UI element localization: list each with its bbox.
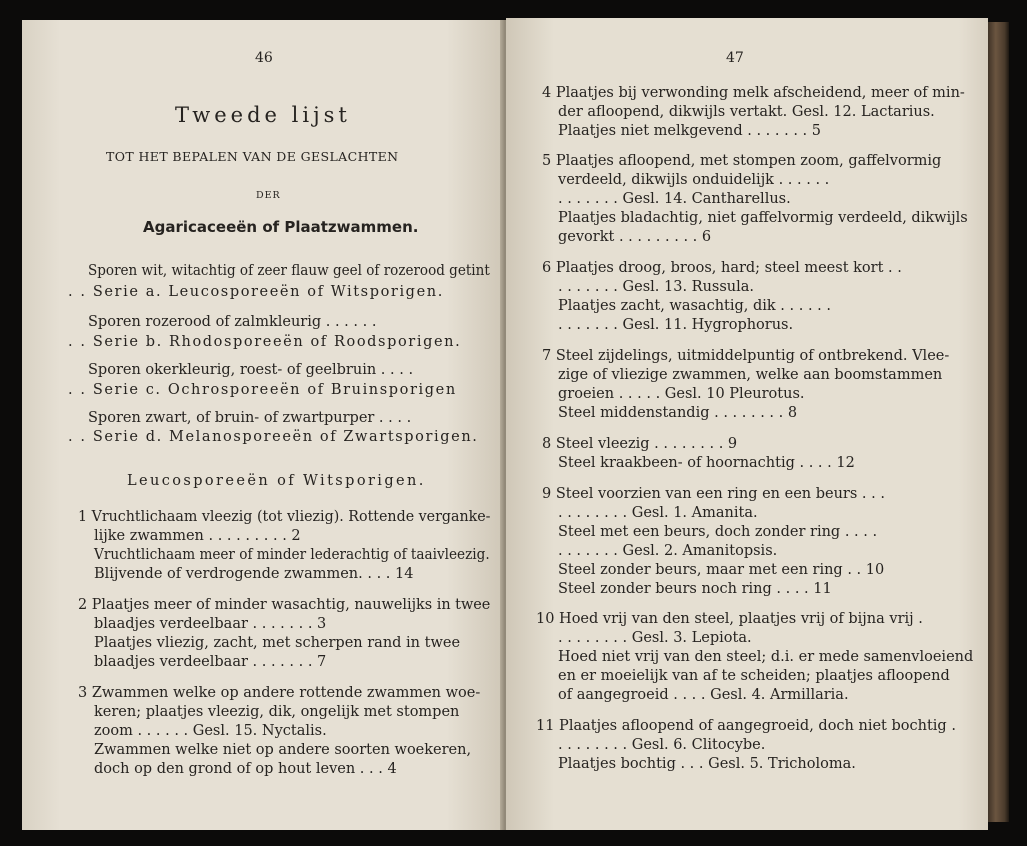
key-line: Blijvende of verdrogende zwammen. . . . 14	[94, 566, 414, 582]
key-line: 5 Plaatjes afloopend, met stompen zoom, gaffelvormig	[542, 153, 942, 169]
key-line: 1 Vruchtlichaam vleezig (tot vliezig). Rottende verganke-	[78, 509, 491, 525]
key-line: Steel zonder beurs, maar met een ring . . 10	[558, 562, 885, 578]
key-line: Plaatjes zacht, wasachtig, dik . . . . . .	[558, 298, 832, 314]
key-line: Zwammen welke niet op andere soorten woekeren,	[94, 742, 472, 758]
key-line: groeien . . . . . Gesl. 10 Pleurotus.	[558, 386, 805, 402]
left-page	[22, 20, 504, 830]
key-line: en er moeielijk van af te scheiden; plaatjes afloopend	[558, 668, 950, 684]
text-line: . . Serie a. Leucosporeeën of Witsporigen.	[68, 284, 444, 300]
key-line: of aangegroeid . . . . Gesl. 4. Armillaria.	[558, 687, 849, 703]
subsection-heading: Leucosporeeën of Witsporigen.	[127, 473, 426, 489]
right-page	[506, 18, 988, 830]
text-line: . . Serie b. Rhodosporeeën of Roodsporigen.	[68, 334, 462, 350]
key-line: Plaatjes bladachtig, niet gaffelvormig verdeeld, dikwijls	[558, 210, 968, 226]
key-line: Plaatjes niet melkgevend . . . . . . . 5	[558, 123, 822, 139]
key-line: . . . . . . . . Gesl. 1. Amanita.	[558, 505, 758, 521]
der-label: DER	[256, 190, 281, 201]
key-line: keren; plaatjes vleezig, dik, ongelijk met stompen	[94, 704, 460, 720]
key-line: gevorkt . . . . . . . . . 6	[558, 229, 712, 245]
key-line: 10 Hoed vrij van den steel, plaatjes vrij of bijna vrij .	[536, 611, 923, 627]
book-edge	[987, 22, 1009, 822]
key-line: Steel kraakbeen- of hoornachtig . . . . 12	[558, 455, 855, 471]
text-line: Sporen okerkleurig, roest- of geelbruin . . . .	[88, 362, 414, 378]
text-line: . . Serie c. Ochrosporeeën of Bruinsporigen	[68, 382, 457, 398]
key-line: Steel met een beurs, doch zonder ring . . . .	[558, 524, 878, 540]
section-heading: Agaricaceeën of Plaatzwammen.	[143, 218, 419, 236]
key-line: . . . . . . . Gesl. 13. Russula.	[558, 279, 755, 295]
key-line: 8 Steel vleezig . . . . . . . . 9	[542, 436, 738, 452]
page-number-left: 46	[255, 50, 273, 66]
key-line: zoom . . . . . . Gesl. 15. Nyctalis.	[94, 723, 327, 739]
key-line: Hoed niet vrij van den steel; d.i. er mede samenvloeiend	[558, 649, 974, 665]
key-line: Steel zonder beurs noch ring . . . . 11	[558, 581, 832, 597]
key-line: verdeeld, dikwijls onduidelijk . . . . . .	[558, 172, 830, 188]
key-line: zige of vliezige zwammen, welke aan boomstammen	[558, 367, 943, 383]
key-line: . . . . . . . Gesl. 2. Amanitopsis.	[558, 543, 778, 559]
key-line: . . . . . . . Gesl. 11. Hygrophorus.	[558, 317, 794, 333]
key-line: doch op den grond of op hout leven . . . 4	[94, 761, 397, 777]
key-line: lijke zwammen . . . . . . . . . 2	[94, 528, 301, 544]
key-line: Steel middenstandig . . . . . . . . 8	[558, 405, 798, 421]
key-line: . . . . . . . . Gesl. 3. Lepiota.	[558, 630, 752, 646]
text-line: Sporen wit, witachtig of zeer flauw geel of rozerood getint	[88, 263, 490, 279]
key-line: 7 Steel zijdelings, uitmiddelpuntig of ontbrekend. Vlee-	[542, 348, 950, 364]
key-line: Plaatjes bochtig . . . Gesl. 5. Tricholoma.	[558, 756, 856, 772]
key-line: Vruchtlichaam meer of minder lederachtig of taaivleezig.	[94, 547, 490, 563]
key-line: . . . . . . . . Gesl. 6. Clitocybe.	[558, 737, 766, 753]
key-line: blaadjes verdeelbaar . . . . . . . 7	[94, 654, 327, 670]
key-line: 2 Plaatjes meer of minder wasachtig, nauwelijks in twee	[78, 597, 491, 613]
key-line: 6 Plaatjes droog, broos, hard; steel meest kort . .	[542, 260, 902, 276]
text-line: Sporen rozerood of zalmkleurig . . . . . .	[88, 314, 377, 330]
key-line: Plaatjes vliezig, zacht, met scherpen rand in twee	[94, 635, 461, 651]
subtitle: TOT HET BEPALEN VAN DE GESLACHTEN	[106, 149, 399, 164]
text-line: Sporen zwart, of bruin- of zwartpurper . . . .	[88, 410, 412, 426]
key-line: . . . . . . . Gesl. 14. Cantharellus.	[558, 191, 791, 207]
page-number-right: 47	[726, 50, 744, 66]
page-title: Tweede lijst	[175, 103, 351, 127]
key-line: der afloopend, dikwijls vertakt. Gesl. 12. Lactarius.	[558, 104, 935, 120]
key-line: 3 Zwammen welke op andere rottende zwammen woe-	[78, 685, 481, 701]
text-line: . . Serie d. Melanosporeeën of Zwartsporigen.	[68, 429, 479, 445]
key-line: 9 Steel voorzien van een ring en een beurs . . .	[542, 486, 885, 502]
key-line: 4 Plaatjes bij verwonding melk afscheidend, meer of min-	[542, 85, 965, 101]
key-line: blaadjes verdeelbaar . . . . . . . 3	[94, 616, 327, 632]
key-line: 11 Plaatjes afloopend of aangegroeid, doch niet bochtig .	[536, 718, 956, 734]
